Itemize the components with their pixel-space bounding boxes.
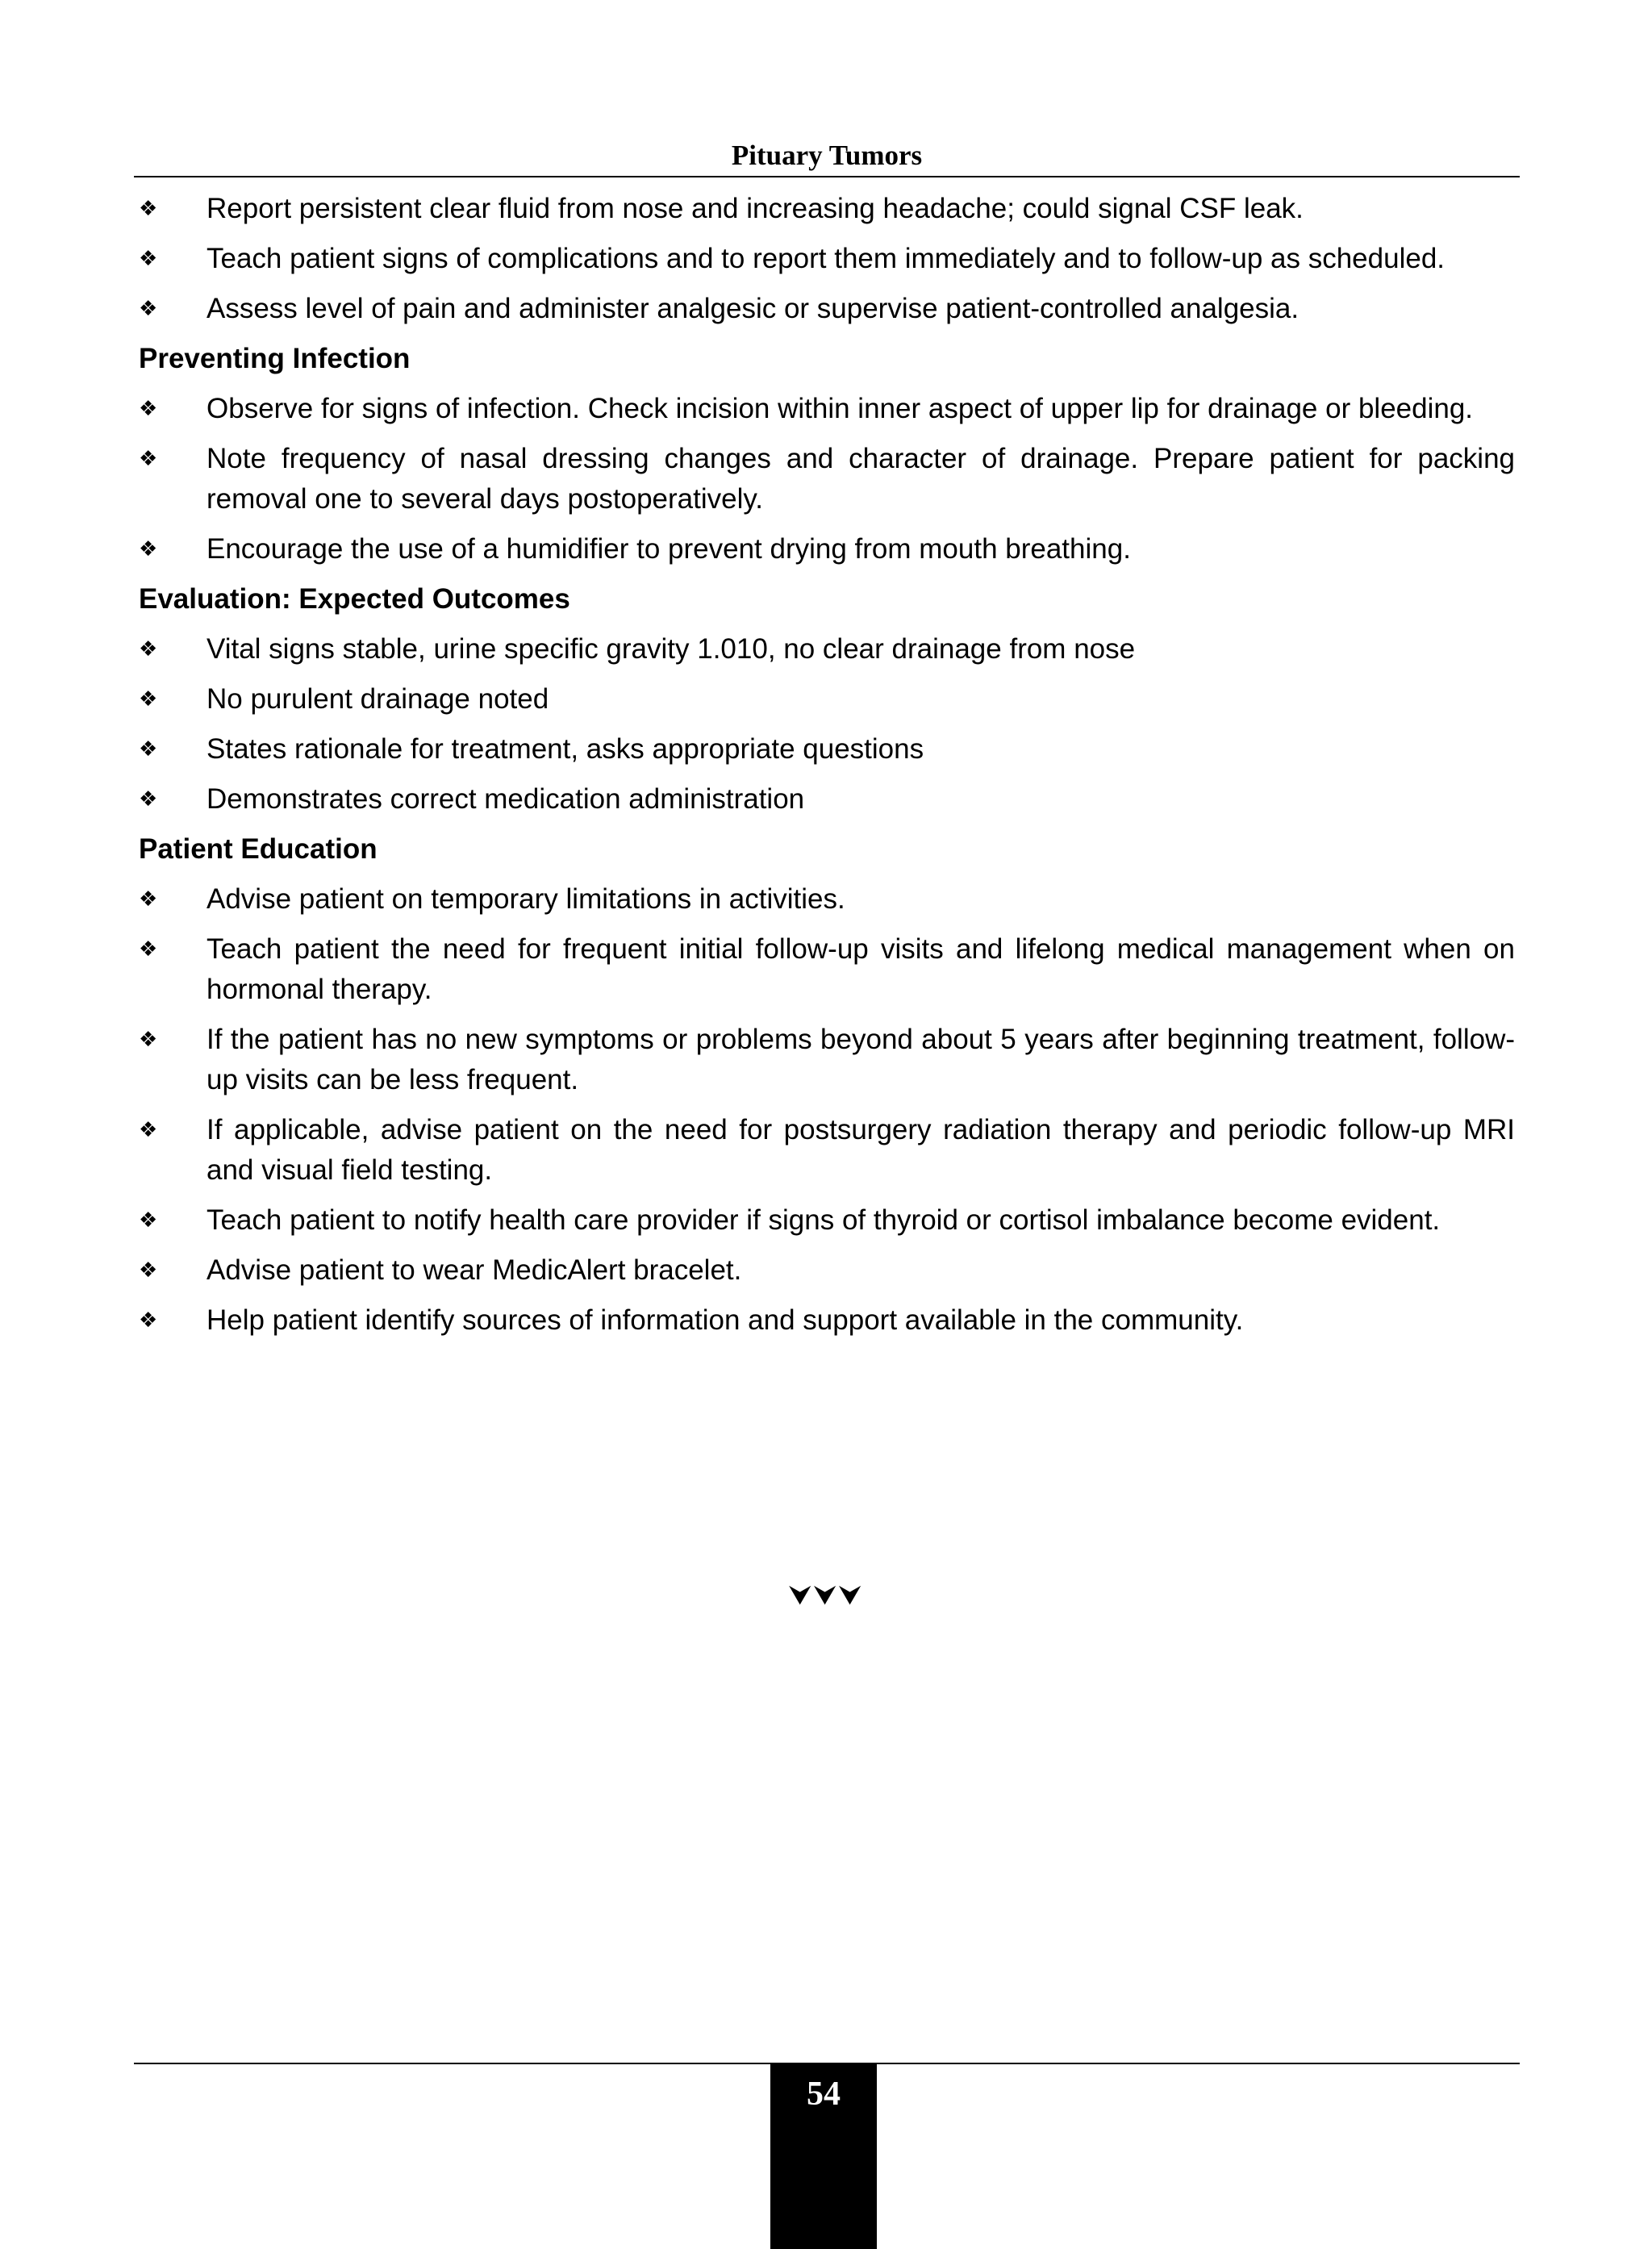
- bullet-text: Advise patient on temporary limitations in activities.: [206, 883, 845, 915]
- page-number-tab: [770, 2063, 877, 2249]
- end-of-chapter-ornament-icon: ⮟⮟⮟: [788, 1579, 864, 1612]
- bullet-icon: ❖: [139, 787, 158, 812]
- bullet-item: [139, 779, 1515, 820]
- bullet-item: [139, 679, 1515, 720]
- bullet-icon: ❖: [139, 297, 158, 321]
- bullet-text: States rationale for treatment, asks appropriate questions: [206, 733, 924, 765]
- bullet-item: [139, 1250, 1515, 1291]
- bullet-icon: ❖: [139, 1028, 158, 1052]
- bullet-item: [139, 629, 1515, 670]
- bullet-text: Encourage the use of a humidifier to prevent drying from mouth breathing.: [206, 533, 1131, 565]
- bullet-text: If applicable, advise patient on the need for postsurgery radiation therapy and periodic follow-up MRI and visual field testing.: [206, 1114, 1515, 1186]
- bullet-icon: ❖: [139, 197, 158, 221]
- bullet-icon: ❖: [139, 1308, 158, 1333]
- bullet-item: [139, 439, 1515, 519]
- section-heading: Preventing Infection: [139, 343, 411, 374]
- page-body: [139, 189, 1515, 1350]
- bullet-item: [139, 389, 1515, 429]
- bullet-text: Advise patient to wear MedicAlert bracelet.: [206, 1254, 742, 1286]
- bullet-text: Demonstrates correct medication administration: [206, 783, 805, 815]
- bullet-icon: ❖: [139, 537, 158, 561]
- bullet-item: [139, 1020, 1515, 1100]
- bullet-text: No purulent drainage noted: [206, 683, 549, 715]
- bullet-icon: ❖: [139, 737, 158, 761]
- bullet-icon: ❖: [139, 397, 158, 421]
- bullet-text: Assess level of pain and administer analgesic or supervise patient-controlled analgesia.: [206, 293, 1299, 324]
- bullet-text: Report persistent clear fluid from nose and increasing headache; could signal CSF leak.: [206, 193, 1304, 224]
- bullet-text: Help patient identify sources of information and support available in the community.: [206, 1304, 1244, 1336]
- bullet-text: Note frequency of nasal dressing changes and character of drainage. Prepare patient for packing removal one to several days postoperatively.: [206, 443, 1515, 515]
- page-number: 54: [807, 2076, 841, 2113]
- bullet-icon: ❖: [139, 1258, 158, 1283]
- bullet-text: If the patient has no new symptoms or problems beyond about 5 years after beginning treatment, follow-up visits can be less frequent.: [206, 1024, 1515, 1095]
- bullet-text: Vital signs stable, urine specific gravity 1.010, no clear drainage from nose: [206, 633, 1136, 665]
- bullet-item: [139, 1110, 1515, 1191]
- bullet-item: [139, 289, 1515, 329]
- bullet-icon: ❖: [139, 1118, 158, 1142]
- bullet-text: Teach patient the need for frequent initial follow-up visits and lifelong medical management when on hormonal therapy.: [206, 933, 1515, 1005]
- running-header: Pituary Tumors: [731, 140, 923, 171]
- bullet-item: [139, 1200, 1515, 1241]
- bullet-item: [139, 879, 1515, 920]
- bullet-icon: ❖: [139, 1208, 158, 1233]
- bullet-item: [139, 529, 1515, 570]
- bullet-icon: ❖: [139, 937, 158, 962]
- bullet-item: [139, 1300, 1515, 1341]
- bullet-item: [139, 929, 1515, 1010]
- bullet-text: Observe for signs of infection. Check incision within inner aspect of upper lip for drainage or bleeding.: [206, 393, 1474, 424]
- bullet-icon: ❖: [139, 687, 158, 711]
- section-heading: Patient Education: [139, 833, 378, 865]
- bullet-icon: ❖: [139, 247, 158, 271]
- bullet-item: [139, 239, 1515, 279]
- header-rule: [134, 176, 1520, 177]
- bullet-icon: ❖: [139, 887, 158, 912]
- bullet-item: [139, 189, 1515, 229]
- bullet-icon: ❖: [139, 447, 158, 471]
- bullet-icon: ❖: [139, 637, 158, 661]
- section-heading: Evaluation: Expected Outcomes: [139, 583, 570, 615]
- bullet-text: Teach patient signs of complications and to report them immediately and to follow-up as scheduled.: [206, 243, 1446, 274]
- bullet-item: [139, 729, 1515, 770]
- bullet-text: Teach patient to notify health care provider if signs of thyroid or cortisol imbalance become evident.: [206, 1204, 1441, 1236]
